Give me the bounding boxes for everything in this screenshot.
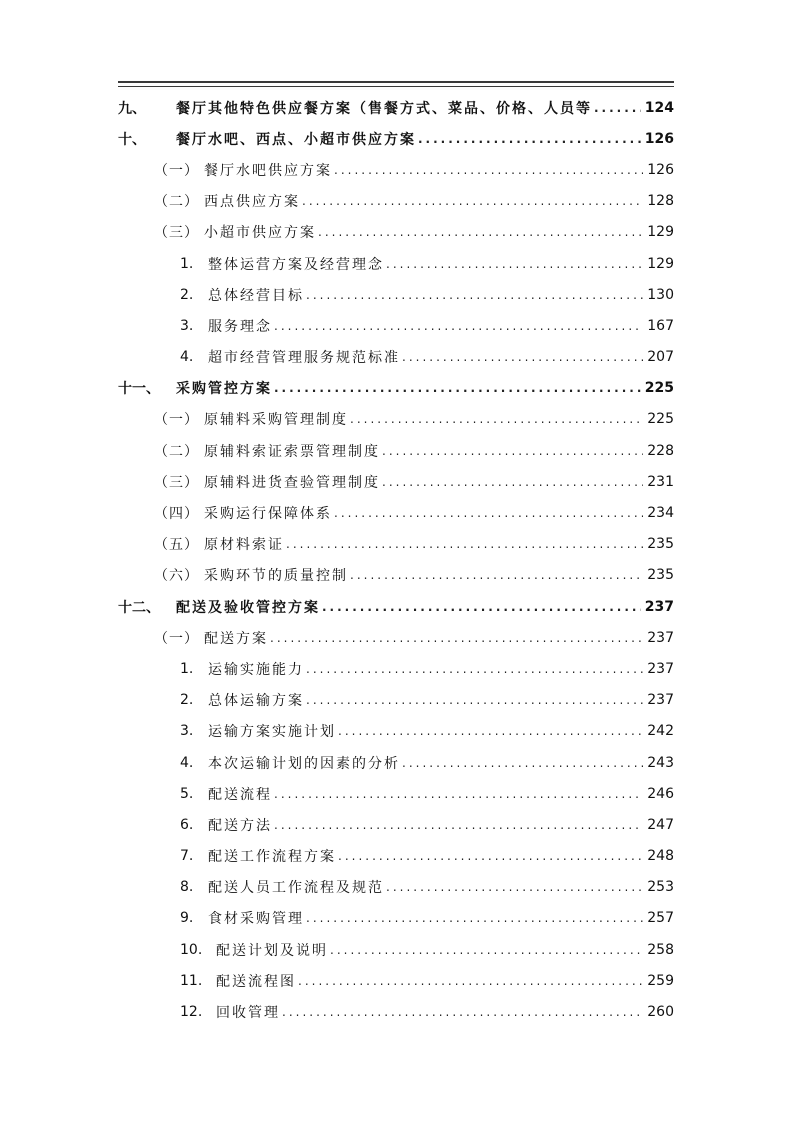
toc-entry[interactable] (118, 497, 674, 528)
toc-entry[interactable] (118, 373, 674, 404)
toc-entry-number: 6. (180, 816, 194, 833)
toc-entry-page-number: 253 (647, 879, 674, 896)
toc-entry-number: 九、 (118, 100, 146, 117)
toc-entry-number: （一） (154, 162, 199, 179)
toc-entry-page-number: 228 (647, 442, 674, 459)
toc-entry[interactable] (118, 186, 674, 217)
toc-entry-number: 3. (180, 723, 194, 740)
toc-dot-leader (594, 101, 641, 115)
toc-entry-title: 餐厅水吧供应方案 (204, 162, 332, 179)
toc-dot-leader (306, 662, 643, 676)
toc-entry-title: 运输方案实施计划 (208, 724, 336, 741)
toc-dot-leader (298, 974, 643, 988)
toc-entry-number: 3. (180, 317, 194, 334)
toc-entry-page-number: 260 (647, 1004, 674, 1021)
toc-entry[interactable] (118, 435, 674, 466)
toc-entry-title: 采购管控方案 (176, 381, 272, 398)
toc-entry[interactable] (118, 92, 674, 123)
toc-entry-number: 9. (180, 910, 194, 927)
toc-entry-number: （一） (154, 412, 199, 429)
toc-entry-number: 12. (180, 1004, 203, 1021)
toc-entry-page-number: 130 (647, 286, 674, 303)
toc-dot-leader (330, 943, 643, 957)
toc-entry-title: 配送方法 (208, 817, 272, 834)
toc-entry[interactable] (118, 716, 674, 747)
toc-entry-title: 配送及验收管控方案 (176, 599, 320, 616)
toc-entry-number: 十一、 (118, 381, 160, 398)
toc-entry-title: 小超市供应方案 (204, 225, 316, 242)
toc-entry-page-number: 234 (647, 505, 674, 522)
toc-entry-page-number: 126 (644, 130, 674, 147)
toc-entry[interactable] (118, 747, 674, 778)
toc-entry-number: 8. (180, 879, 194, 896)
toc-entry[interactable] (118, 466, 674, 497)
toc-dot-leader (302, 194, 643, 208)
toc-entry-title: 总体经营目标 (208, 287, 304, 304)
toc-entry-number: （三） (154, 474, 199, 491)
toc-entry-title: 原材料索证 (204, 537, 284, 554)
toc-entry[interactable] (118, 809, 674, 840)
toc-entry-number: 十、 (118, 131, 146, 148)
toc-entry-title: 食材采购管理 (208, 911, 304, 928)
toc-dot-leader (274, 818, 643, 832)
table-of-contents (118, 92, 674, 1028)
toc-entry-page-number: 257 (647, 910, 674, 927)
toc-entry-title: 原辅料采购管理制度 (204, 412, 348, 429)
toc-entry[interactable] (118, 996, 674, 1027)
toc-entry[interactable] (118, 872, 674, 903)
toc-entry-title: 配送流程图 (216, 973, 296, 990)
toc-entry-page-number: 258 (647, 941, 674, 958)
toc-entry-page-number: 129 (647, 224, 674, 241)
toc-entry-title: 整体运营方案及经营理念 (208, 256, 384, 273)
toc-entry-title: 超市经营管理服务规范标准 (208, 350, 400, 367)
toc-entry-title: 配送流程 (208, 786, 272, 803)
toc-dot-leader (382, 475, 643, 489)
toc-entry-title: 配送工作流程方案 (208, 849, 336, 866)
toc-entry[interactable] (118, 342, 674, 373)
toc-entry[interactable] (118, 685, 674, 716)
toc-dot-leader (274, 319, 643, 333)
toc-entry-page-number: 237 (647, 629, 674, 646)
toc-entry-page-number: 207 (647, 349, 674, 366)
toc-entry-number: 1. (180, 660, 194, 677)
toc-dot-leader (338, 849, 643, 863)
toc-entry[interactable] (118, 934, 674, 965)
toc-entry[interactable] (118, 560, 674, 591)
toc-dot-leader (306, 693, 643, 707)
toc-entry-page-number: 225 (647, 411, 674, 428)
toc-dot-leader (418, 132, 641, 146)
toc-entry[interactable] (118, 591, 674, 622)
toc-entry[interactable] (118, 841, 674, 872)
toc-entry-title: 原辅料索证索票管理制度 (204, 443, 380, 460)
toc-entry-title: 总体运输方案 (208, 693, 304, 710)
toc-entry-title: 配送方案 (204, 630, 268, 647)
toc-entry-number: 10. (180, 941, 203, 958)
toc-entry-page-number: 235 (647, 567, 674, 584)
toc-entry[interactable] (118, 778, 674, 809)
toc-entry-number: （五） (154, 537, 199, 554)
toc-dot-leader (318, 225, 643, 239)
toc-entry[interactable] (118, 279, 674, 310)
toc-entry-number: 2. (180, 286, 194, 303)
toc-dot-leader (386, 880, 643, 894)
toc-entry-number: 5. (180, 785, 194, 802)
toc-entry[interactable] (118, 653, 674, 684)
toc-entry-number: （二） (154, 443, 199, 460)
toc-dot-leader (306, 288, 643, 302)
toc-entry[interactable] (118, 965, 674, 996)
toc-entry-page-number: 242 (647, 723, 674, 740)
header-rule-thin (118, 86, 674, 87)
toc-entry[interactable] (118, 154, 674, 185)
toc-entry-page-number: 235 (647, 536, 674, 553)
toc-dot-leader (270, 631, 643, 645)
toc-entry-title: 配送计划及说明 (216, 942, 328, 959)
toc-entry[interactable] (118, 310, 674, 341)
toc-dot-leader (350, 568, 643, 582)
toc-dot-leader (402, 350, 643, 364)
toc-entry[interactable] (118, 529, 674, 560)
toc-dot-leader (286, 537, 643, 551)
toc-entry-page-number: 231 (647, 473, 674, 490)
toc-entry-page-number: 237 (647, 692, 674, 709)
toc-entry[interactable] (118, 622, 674, 653)
toc-entry-page-number: 237 (644, 598, 674, 615)
toc-dot-leader (274, 381, 641, 395)
toc-entry-page-number: 167 (647, 317, 674, 334)
toc-entry-number: 2. (180, 692, 194, 709)
toc-entry-title: 原辅料进货查验管理制度 (204, 474, 380, 491)
toc-entry-title: 采购环节的质量控制 (204, 568, 348, 585)
toc-dot-leader (350, 412, 643, 426)
toc-entry-number: 4. (180, 349, 194, 366)
toc-entry-page-number: 225 (644, 380, 674, 397)
toc-entry-number: （四） (154, 506, 199, 523)
toc-dot-leader (382, 444, 643, 458)
toc-dot-leader (306, 911, 643, 925)
header-rule-thick (118, 81, 674, 83)
toc-entry-page-number: 247 (647, 816, 674, 833)
toc-dot-leader (334, 506, 643, 520)
toc-dot-leader (282, 1005, 643, 1019)
toc-entry-page-number: 246 (647, 785, 674, 802)
toc-dot-leader (274, 787, 643, 801)
toc-entry-page-number: 248 (647, 848, 674, 865)
toc-entry-title: 回收管理 (216, 1005, 280, 1022)
toc-dot-leader (386, 257, 643, 271)
toc-entry-number: 7. (180, 848, 194, 865)
toc-entry-number: 十二、 (118, 599, 160, 616)
toc-entry[interactable] (118, 903, 674, 934)
toc-entry-number: 4. (180, 754, 194, 771)
toc-entry-page-number: 128 (647, 193, 674, 210)
toc-entry-number: 1. (180, 255, 194, 272)
toc-entry-title: 餐厅水吧、西点、小超市供应方案 (176, 131, 416, 148)
toc-entry-title: 运输实施能力 (208, 661, 304, 678)
toc-dot-leader (402, 756, 643, 770)
toc-entry-title: 服务理念 (208, 318, 272, 335)
toc-entry-number: （六） (154, 568, 199, 585)
toc-entry-page-number: 243 (647, 754, 674, 771)
toc-entry-title: 配送人员工作流程及规范 (208, 880, 384, 897)
toc-entry-number: 11. (180, 972, 203, 989)
toc-entry[interactable] (118, 248, 674, 279)
toc-entry-title: 采购运行保障体系 (204, 506, 332, 523)
toc-entry-page-number: 124 (644, 99, 674, 116)
toc-entry-number: （二） (154, 194, 199, 211)
toc-dot-leader (322, 600, 641, 614)
toc-entry-page-number: 126 (647, 161, 674, 178)
toc-entry-page-number: 259 (647, 972, 674, 989)
toc-dot-leader (334, 163, 643, 177)
toc-entry[interactable] (118, 123, 674, 154)
toc-entry-page-number: 237 (647, 660, 674, 677)
toc-entry[interactable] (118, 217, 674, 248)
toc-entry-title: 本次运输计划的因素的分析 (208, 755, 400, 772)
toc-entry-number: （三） (154, 225, 199, 242)
toc-entry-title: 西点供应方案 (204, 194, 300, 211)
toc-dot-leader (338, 724, 643, 738)
toc-entry-title: 餐厅其他特色供应餐方案（售餐方式、菜品、价格、人员等 (176, 100, 592, 117)
toc-entry-page-number: 129 (647, 255, 674, 272)
toc-entry[interactable] (118, 404, 674, 435)
toc-entry-number: （一） (154, 630, 199, 647)
